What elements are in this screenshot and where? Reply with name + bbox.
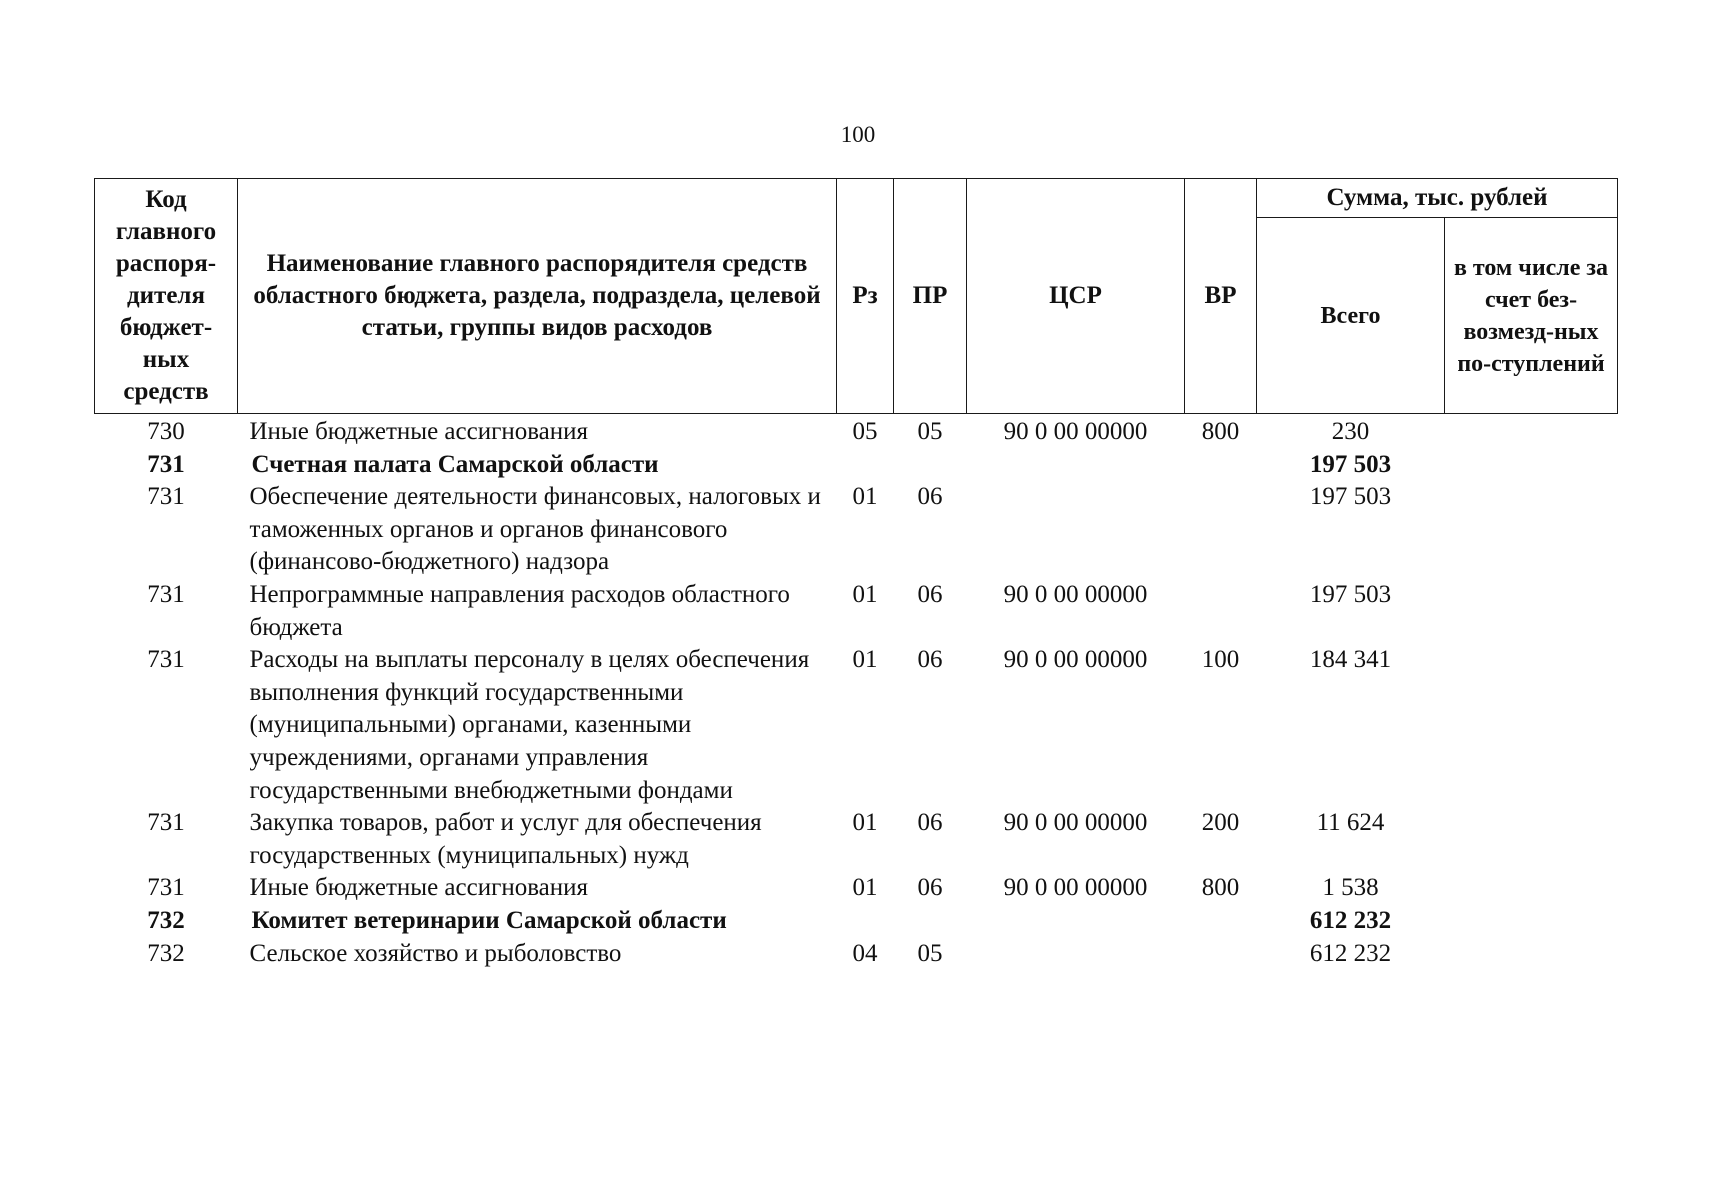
cell-total: 1 538 bbox=[1322, 874, 1379, 902]
cell-free bbox=[1445, 414, 1618, 449]
cell-code: 731 bbox=[147, 809, 185, 837]
cell-csr bbox=[967, 938, 1185, 971]
cell-vr bbox=[1185, 938, 1257, 971]
cell-rz: 01 bbox=[852, 809, 878, 837]
cell-free bbox=[1445, 938, 1618, 971]
cell-free bbox=[1445, 481, 1618, 579]
cell-total: 230 bbox=[1331, 418, 1370, 445]
cell-vr bbox=[1185, 905, 1257, 938]
cell-code: 731 bbox=[147, 580, 185, 608]
cell-rz: 01 bbox=[852, 483, 878, 511]
cell-vr: 800 bbox=[1201, 418, 1240, 445]
cell-name: Обеспечение деятельности финансовых, налоговых и таможенных органов и органов финансового (финансово-бюджетного) надзора bbox=[249, 483, 821, 576]
cell-csr: 90 0 00 00000 bbox=[1003, 874, 1148, 902]
table-row bbox=[95, 414, 1618, 449]
cell-pr: 06 bbox=[917, 874, 943, 902]
cell-csr: 90 0 00 00000 bbox=[1003, 418, 1148, 445]
header-vr: ВР bbox=[1185, 179, 1257, 414]
cell-pr: 06 bbox=[917, 809, 943, 837]
table-row bbox=[95, 905, 1618, 938]
page-number: 100 bbox=[840, 122, 876, 147]
cell-name: Сельское хозяйство и рыболовство bbox=[249, 939, 622, 967]
cell-free bbox=[1445, 449, 1618, 482]
cell-name: Иные бюджетные ассигнования bbox=[249, 418, 589, 445]
cell-rz bbox=[837, 449, 894, 482]
cell-free bbox=[1445, 807, 1618, 872]
cell-csr bbox=[967, 449, 1185, 482]
cell-name: Иные бюджетные ассигнования bbox=[249, 874, 589, 902]
table-row bbox=[95, 579, 1618, 644]
cell-pr: 05 bbox=[917, 418, 943, 445]
cell-rz: 01 bbox=[852, 646, 878, 674]
table-row bbox=[95, 644, 1618, 807]
header-pr: ПР bbox=[894, 179, 967, 414]
cell-total: 197 503 bbox=[1309, 483, 1392, 511]
cell-free bbox=[1445, 905, 1618, 938]
cell-code: 731 bbox=[147, 483, 185, 511]
cell-rz bbox=[837, 905, 894, 938]
cell-total: 11 624 bbox=[1316, 809, 1385, 837]
cell-vr bbox=[1185, 449, 1257, 482]
cell-name: Счетная палата Самарской области bbox=[251, 450, 659, 478]
table-row bbox=[95, 449, 1618, 482]
cell-total: 197 503 bbox=[1309, 580, 1392, 608]
cell-total: 612 232 bbox=[1309, 939, 1392, 967]
cell-total: 612 232 bbox=[1309, 906, 1392, 934]
cell-csr bbox=[967, 481, 1185, 579]
table-row bbox=[95, 938, 1618, 971]
cell-vr: 100 bbox=[1201, 646, 1240, 674]
cell-free bbox=[1445, 872, 1618, 905]
cell-name: Расходы на выплаты персоналу в целях обеспечения выполнения функций государственными (муниципальными) органами, казенными учреждениями, органами управления государственными внебюджетными фондами bbox=[249, 646, 810, 804]
cell-code: 730 bbox=[147, 418, 185, 445]
cell-vr: 800 bbox=[1201, 874, 1240, 902]
header-free: в том числе за счет без-возмезд-ных по-ступлений bbox=[1445, 218, 1618, 414]
cell-free bbox=[1445, 644, 1618, 807]
cell-csr bbox=[967, 905, 1185, 938]
cell-pr: 05 bbox=[917, 939, 943, 967]
header-code: Код главного распоря-дителя бюджет-ных средств bbox=[95, 179, 238, 414]
cell-name: Непрограммные направления расходов областного бюджета bbox=[249, 580, 790, 641]
cell-vr: 200 bbox=[1201, 809, 1240, 837]
header-total: Всего bbox=[1257, 218, 1445, 414]
cell-pr bbox=[894, 449, 967, 482]
cell-code: 731 bbox=[147, 646, 185, 674]
table-row bbox=[95, 807, 1618, 872]
cell-pr: 06 bbox=[917, 483, 943, 511]
cell-code: 732 bbox=[147, 906, 185, 934]
cell-code: 731 bbox=[147, 874, 185, 902]
table-row bbox=[95, 872, 1618, 905]
cell-csr: 90 0 00 00000 bbox=[1003, 809, 1148, 837]
cell-code: 732 bbox=[147, 939, 185, 967]
header-sum: Сумма, тыс. рублей bbox=[1257, 179, 1618, 218]
table-body bbox=[95, 414, 1618, 971]
cell-rz: 01 bbox=[852, 580, 878, 608]
cell-rz: 04 bbox=[852, 939, 878, 967]
cell-total: 197 503 bbox=[1309, 450, 1392, 478]
header-csr: ЦСР bbox=[967, 179, 1185, 414]
cell-pr bbox=[894, 905, 967, 938]
cell-rz: 05 bbox=[852, 418, 878, 445]
budget-table bbox=[94, 178, 1618, 970]
cell-rz: 01 bbox=[852, 874, 878, 902]
cell-total: 184 341 bbox=[1309, 646, 1392, 674]
cell-code: 731 bbox=[147, 450, 185, 478]
header-name: Наименование главного распорядителя средств областного бюджета, раздела, подраздела, целевой статьи, группы видов расходов bbox=[238, 179, 837, 414]
cell-pr: 06 bbox=[917, 646, 943, 674]
cell-free bbox=[1445, 579, 1618, 644]
cell-csr: 90 0 00 00000 bbox=[1003, 580, 1148, 608]
cell-name: Закупка товаров, работ и услуг для обеспечения государственных (муниципальных) нужд bbox=[249, 809, 762, 869]
header-rz: Рз bbox=[837, 179, 894, 414]
cell-csr: 90 0 00 00000 bbox=[1003, 646, 1148, 674]
table-row bbox=[95, 481, 1618, 579]
table-header bbox=[95, 179, 1618, 414]
cell-name: Комитет ветеринарии Самарской области bbox=[251, 906, 727, 934]
budget-table-container bbox=[94, 178, 1617, 970]
cell-pr: 06 bbox=[917, 580, 943, 608]
cell-vr bbox=[1185, 481, 1257, 579]
cell-vr bbox=[1185, 579, 1257, 644]
